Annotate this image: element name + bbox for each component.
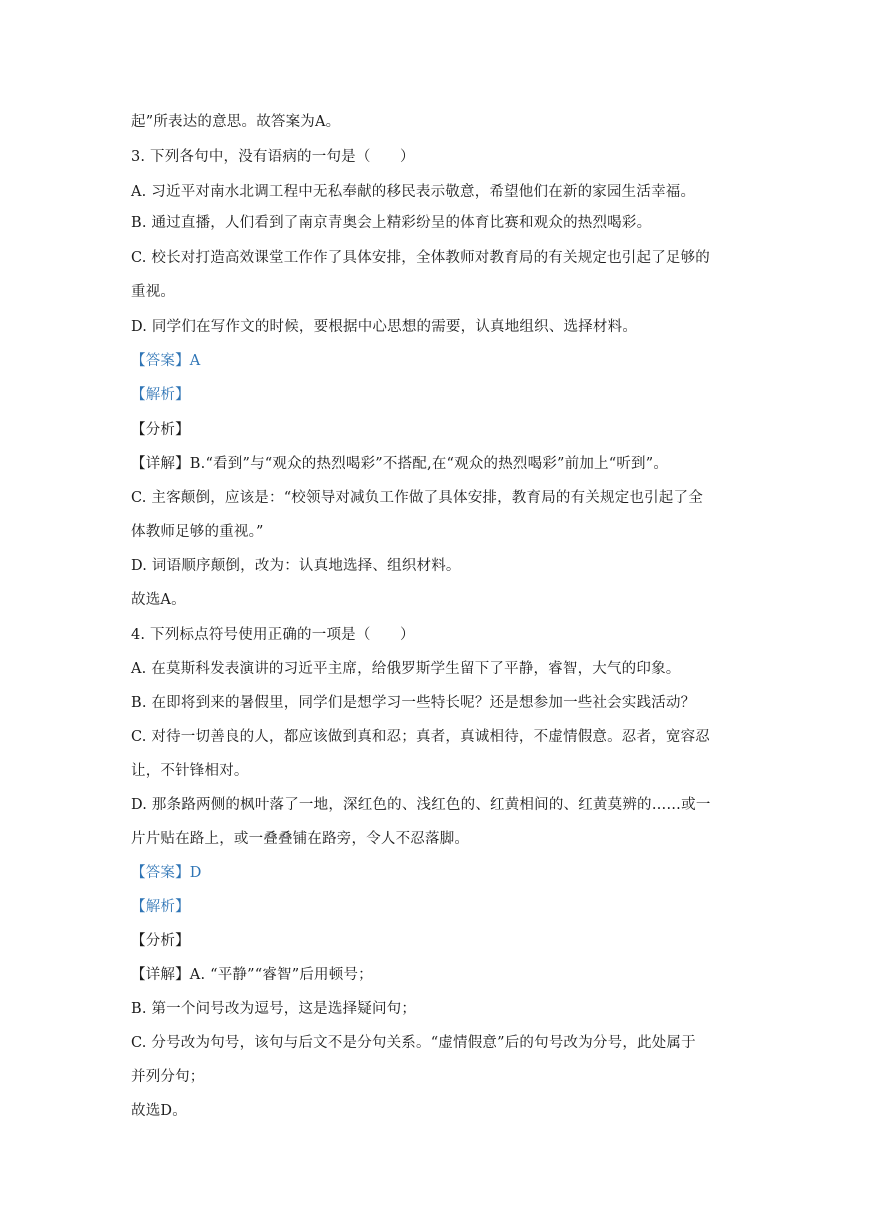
detail-line: 【详解】A. “平静”“睿智”后用顿号； (131, 967, 373, 983)
analysis-label: 【解析】 (131, 387, 190, 403)
fenxi-label: 【分析】 (131, 422, 190, 438)
answer-label: 【答案】D (131, 865, 202, 881)
question-4-option-b: B. 在即将到来的暑假里，同学们是想学习一些特长呢？还是想参加一些社会实践活动？ (131, 695, 696, 711)
question-4-option-d-cont: 片片贴在路上，或一叠叠铺在路旁，令人不忍落脚。 (131, 831, 470, 847)
question-3-option-c: C. 校长对打造高效课堂工作作了具体安排，全体教师对教育局的有关规定也引起了足够的 (131, 250, 710, 266)
question-3-option-c-cont: 重视。 (131, 284, 176, 300)
fenxi-label: 【分析】 (131, 933, 190, 949)
choice-line: 故选D。 (131, 1103, 187, 1119)
question-4-option-a: A. 在莫斯科发表演讲的习近平主席，给俄罗斯学生留下了平静，睿智，大气的印象。 (131, 661, 681, 677)
analysis-label: 【解析】 (131, 899, 190, 915)
question-4-stem: 4. 下列标点符号使用正确的一项是（ ） (131, 627, 415, 643)
detail-line: B. 第一个问号改为逗号，这是选择疑问句； (131, 1001, 417, 1017)
detail-line: 体教师足够的重视。” (131, 524, 264, 540)
text-line: 起”所表达的意思。故答案为A。 (131, 114, 341, 130)
detail-line: 并列分句； (131, 1069, 205, 1085)
detail-line: C. 分号改为句号，该句与后文不是分句关系。“虚情假意”后的句号改为分号，此处属于 (131, 1035, 696, 1051)
question-3-option-d: D. 同学们在写作文的时候，要根据中心思想的需要，认真地组织、选择材料。 (131, 319, 638, 335)
detail-line: 【详解】B.“看到”与“观众的热烈喝彩”不搭配,在“观众的热烈喝彩”前加上“听到”。 (131, 456, 669, 472)
detail-line: C. 主客颠倒，应该是：“校领导对减负工作做了具体安排，教育局的有关规定也引起了全 (131, 490, 703, 506)
choice-line: 故选A。 (131, 592, 186, 608)
question-3-option-a: A. 习近平对南水北调工程中无私奉献的移民表示敬意，希望他们在新的家园生活幸福。 (131, 184, 696, 200)
detail-line: D. 词语顺序颠倒，改为：认真地选择、组织材料。 (131, 558, 461, 574)
question-4-option-d: D. 那条路两侧的枫叶落了一地，深红色的、浅红色的、红黄相间的、红黄莫辨的……或一 (131, 797, 711, 813)
answer-label: 【答案】A (131, 353, 201, 369)
question-4-option-c: C. 对待一切善良的人，都应该做到真和忍；真者，真诚相待，不虚情假意。忍者，宽容忍 (131, 729, 710, 745)
question-4-option-c-cont: 让，不针锋相对。 (131, 763, 249, 779)
question-3-stem: 3. 下列各句中，没有语病的一句是（ ） (131, 149, 415, 165)
question-3-option-b: B. 通过直播，人们看到了南京青奥会上精彩纷呈的体育比赛和观众的热烈喝彩。 (131, 215, 652, 231)
